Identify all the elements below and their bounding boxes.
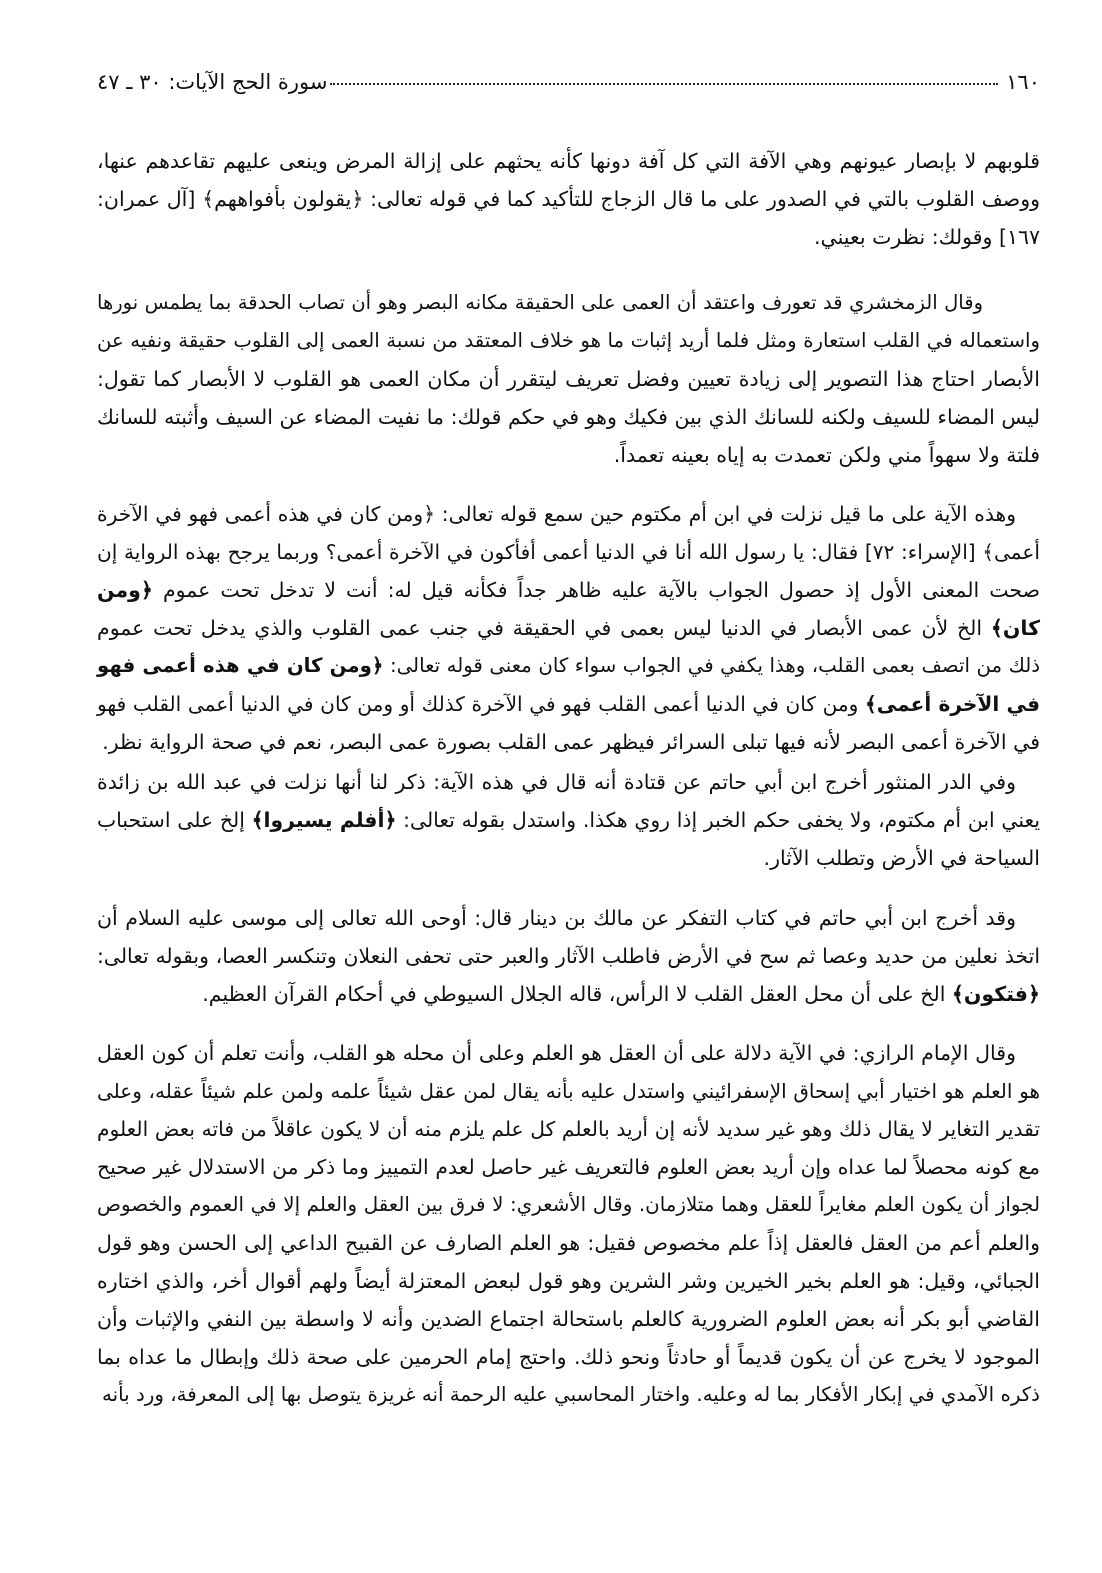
paragraph	[97, 1034, 1040, 1414]
text-segment: فلتة ولا سهواً مني ولكن تعمدت به إياه بعينه تعمداً.	[613, 443, 1040, 467]
text-line	[97, 533, 1040, 571]
text-segment: إلخ على استحباب	[97, 808, 252, 832]
text-line	[97, 763, 1040, 801]
text-line	[97, 571, 1040, 609]
quran-quote: ﴿ومن كان في هذه أعمى فهو	[97, 654, 384, 677]
text-segment: قلوبهم لا بإبصار عيونهم وهي الآفة التي كل آفة دونها كأنه يحثهم على إزالة المرض وينعى عليهم تقاعدهم عنها،	[97, 149, 1040, 173]
text-line	[97, 322, 1040, 360]
text-segment: الخ لأن عمى الأبصار في الدنيا ليس بعمى في الحقيقة في جنب عمى القلوب والذي يدخل تحت عموم	[97, 616, 991, 640]
text-line	[97, 360, 1040, 398]
text-segment: الجبائي، وقيل: هو العلم بخير الخيرين وشر الشرين وهو قول لبعض المعتزلة أيضاً ولهم أقوال أخر، والذي اختاره	[97, 1269, 1040, 1293]
text-line	[97, 801, 1040, 839]
text-segment: الأبصار احتاج هذا التصوير إلى زيادة تعيين وفضل تعريف ليتقرر أن مكان العمى هو القلوب لا الأبصار كما تقول:	[97, 367, 1040, 391]
paragraph	[97, 763, 1040, 877]
quran-quote: في الآخرة أعمى﴾	[865, 692, 1040, 716]
text-line	[97, 436, 1040, 474]
text-segment: تقدير التغاير لا يقال ذلك وهو غير سديد لأنه إن أريد بالعلم كل علم يلزم منه أن لا يكون عاقلاً من فاته بعض العلوم	[97, 1117, 1040, 1141]
quran-quote: ﴿فتكون﴾	[951, 982, 1040, 1006]
text-line	[97, 1148, 1040, 1186]
text-segment: مع كونه محصلاً لما عداه وإن أريد بعض العلوم فالتعريف غير حاصل لعدم التمييز وما ذكر من الاستدلال غير صحيح	[97, 1155, 1040, 1179]
text-line	[97, 218, 1040, 256]
text-line	[97, 1110, 1040, 1148]
running-header	[97, 70, 1040, 104]
quran-quote: ﴿أفلم يسيروا﴾	[251, 808, 397, 832]
quran-quote: ﴿ومن	[97, 578, 153, 602]
text-line	[97, 1262, 1040, 1300]
text-segment: وفي الدر المنثور أخرج ابن أبي حاتم عن قتادة أنه قال في هذه الآية: ذكر لنا أنها نزلت في عبد الله بن زائدة	[97, 770, 1016, 794]
text-line	[97, 284, 1040, 322]
text-line	[97, 1186, 1040, 1224]
page-body	[97, 142, 1040, 1414]
text-segment: السياحة في الأرض وتطلب الآثار.	[763, 846, 1040, 870]
quran-quote: كان﴾	[990, 616, 1040, 640]
text-segment: ومن كان في الدنيا أعمى القلب فهو في الآخرة كذلك أو ومن كان في الدنيا أعمى القلب فهو	[97, 692, 865, 716]
text-segment: القاضي أبو بكر أنه بعض العلوم الضرورية كالعلم باستحالة اجتماع الضدين وأنه لا واسطة بين النفي والإثبات وأن	[97, 1307, 1040, 1331]
text-segment: ذلك من اتصف بعمى القلب، وهذا يكفي في الجواب سواء كان معنى قوله تعالى:	[383, 654, 1040, 677]
text-segment: وهذه الآية على ما قيل نزلت في ابن أم مكتوم حين سمع قوله تعالى: ﴿ومن كان في هذه أعمى فهو في الآخرة	[97, 502, 1016, 526]
text-line	[97, 495, 1040, 533]
text-segment: أعمى﴾ [الإسراء: ٧٢] فقال: يا رسول الله أنا في الدنيا أعمى أفأكون في الآخرة أعمى؟ وربما يرجح بهذه الرواية إن	[97, 540, 1040, 564]
text-segment: والعلم أعم من العقل فالعقل إذاً علم مخصوص فقيل: هو العلم الصارف عن القبيح الداعي إلى الحسن وهو قول	[97, 1231, 1040, 1255]
text-line	[97, 975, 1040, 1013]
text-segment: لجواز أن يكون العلم مغايراً للعقل وهما متلازمان. وقال الأشعري: لا فرق بين العقل والعلم إلا في العموم والخصوص	[97, 1193, 1040, 1216]
text-segment: ١٦٧] وقولك: نظرت بعيني.	[813, 225, 1040, 249]
dotted-leader	[330, 83, 999, 85]
text-line	[97, 899, 1040, 937]
text-line	[97, 839, 1040, 877]
text-segment: هو العلم هو اختيار أبي إسحاق الإسفرائيني واستدل عليه بأنه يقال لمن عقل شيئاً علمه ولمن علم شيئاً عقله، وعلى	[97, 1079, 1040, 1103]
text-segment: صحت المعنى الأول إذ حصول الجواب بالآية عليه ظاهر جداً فكأنه قيل له: أنت لا تدخل تحت عموم	[152, 578, 1040, 602]
page-number: ١٦٠	[1006, 70, 1040, 94]
text-segment: وقال الزمخشري قد تعورف واعتقد أن العمى على الحقيقة مكانه البصر وهو أن تصاب الحدقة بما يطمس نورها	[97, 291, 983, 314]
text-line	[97, 1224, 1040, 1262]
text-line	[97, 1338, 1040, 1376]
text-line	[97, 723, 1040, 761]
text-segment: في الآخرة أعمى البصر لأنه فيها تبلى السرائر فيظهر عمى القلب بصورة عمى البصر، نعم في صحة الرواية نظر.	[102, 730, 1040, 754]
text-line	[97, 1376, 1040, 1414]
text-segment: الموجود لا يخرج عن أن يكون قديماً أو حادثاً ونحو ذلك. واحتج إمام الحرمين على صحة ذلك وإبطال ما عداه بما	[97, 1345, 1040, 1369]
text-segment: الخ على أن محل العقل القلب لا الرأس، قاله الجلال السيوطي في أحكام القرآن العظيم.	[202, 982, 952, 1006]
text-line	[97, 647, 1040, 685]
header-title: سورة الحج الآيات: ٣٠ ـ ٤٧	[97, 70, 328, 94]
text-line	[97, 1034, 1040, 1072]
text-line	[97, 398, 1040, 436]
text-line	[97, 685, 1040, 723]
text-segment: ذكره الآمدي في إبكار الأفكار بما له وعليه. واختار المحاسبي عليه الرحمة أنه غريزة يتوصل بها إلى المعرفة، ورد بأنه	[102, 1383, 1040, 1406]
text-segment: ووصف القلوب بالتي في الصدور على ما قال الزجاج للتأكيد كما في قوله تعالى: ﴿يقولون بأفواههم﴾ [آل عمران:	[97, 187, 1040, 211]
text-segment: اتخذ نعلين من حديد وعصا ثم سح في الأرض فاطلب الآثار والعبر حتى تحفى النعلان وتنكسر العصا، وبقوله تعالى:	[97, 944, 1040, 968]
text-line	[97, 142, 1040, 180]
text-segment: يعني ابن أم مكتوم، ولا يخفى حكم الخبر إذا روي هكذا. واستدل بقوله تعالى:	[396, 808, 1040, 832]
text-segment: وقال الإمام الرازي: في الآية دلالة على أن العقل هو العلم وعلى أن محله هو القلب، وأنت تعلم أن كون العقل	[97, 1041, 1016, 1065]
text-line	[97, 180, 1040, 218]
paragraph	[97, 899, 1040, 1013]
text-line	[97, 609, 1040, 647]
text-line	[97, 1072, 1040, 1110]
text-segment: واستعماله في القلب استعارة ومثل فلما أريد إثبات ما هو خلاف المعتقد من نسبة العمى إلى القلوب حقيقة ونفيه عن	[97, 329, 1040, 352]
text-line	[97, 1300, 1040, 1338]
paragraph	[97, 284, 1040, 474]
text-line	[97, 937, 1040, 975]
paragraph	[97, 142, 1040, 256]
text-segment: ليس المضاء للسيف ولكنه للسانك الذي بين فكيك وهو في حكم قولك: ما نفيت المضاء عن السيف وأثبته للسانك	[97, 405, 1040, 429]
text-segment: وقد أخرج ابن أبي حاتم في كتاب التفكر عن مالك بن دينار قال: أوحى الله تعالى إلى موسى عليه السلام أن	[97, 906, 1016, 930]
paragraph	[97, 495, 1040, 761]
